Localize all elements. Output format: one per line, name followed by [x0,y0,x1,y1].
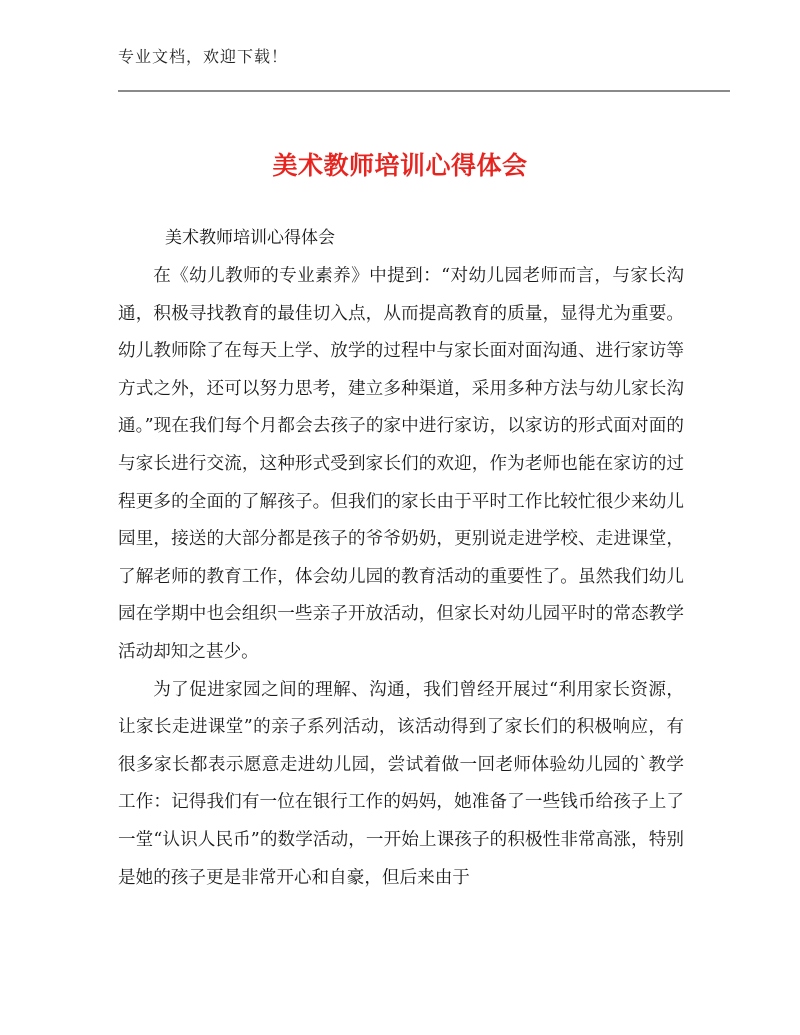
paragraph: 在《幼儿教师的专业素养》中提到：“对幼儿园老师而言，与家长沟通，积极寻找教育的最佳切入点，从而提高教育的质量，显得尤为重要。幼儿教师除了在每天上学、放学的过程中与家长面对面沟通、进行家访等方式之外，还可以努力思考，建立多种渠道，采用多种方法与幼儿家长沟通。”现在我们每个月都会去孩子的家中进行家访，以家访的形式面对面的与家长进行交流，这种形式受到家长们的欢迎，作为老师也能在家访的过程更多的全面的了解孩子。但我们的家长由于平时工作比较忙很少来幼儿园里，接送的大部分都是孩子的爷爷奶奶，更别说走进学校、走进课堂，了解老师的教育工作，体会幼儿园的教育活动的重要性了。虽然我们幼儿园在学期中也会组织一些亲子开放活动，但家长对幼儿园平时的常态教学活动却知之甚少。 [118,266,684,662]
header-divider [118,90,730,92]
paragraph: 为了促进家园之间的理解、沟通，我们曾经开展过“利用家长资源，让家长走进课堂”的亲子系列活动，该活动得到了家长们的积极响应，有很多家长都表示愿意走进幼儿园，尝试着做一回老师体验幼儿园的`教学工作：记得我们有一位在银行工作的妈妈，她准备了一些钱币给孩子上了一堂“认识人民币”的数学活动，一开始上课孩子的积极性非常高涨，特别是她的孩子更是非常开心和自豪，但后来由于 [118,679,684,888]
document-subtitle: 美术教师培训心得体会 [165,228,335,248]
document-body [118,258,684,897]
document-title: 美术教师培训心得体会 [272,151,528,180]
page-header: 专业文档，欢迎下载！ [118,47,289,66]
